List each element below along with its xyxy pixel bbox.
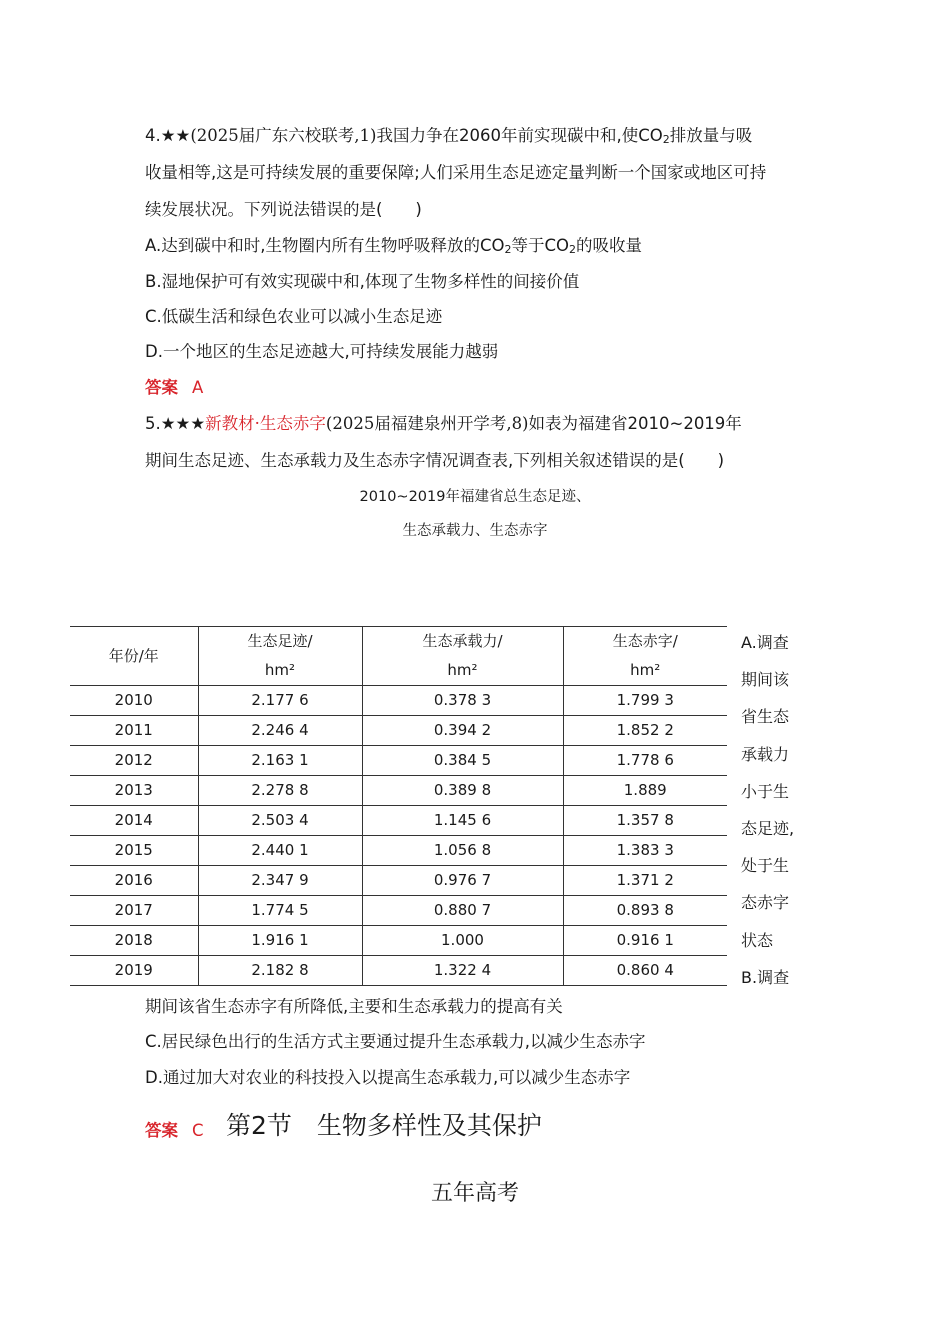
q4-option-a-text-1: A.达到碳中和时,生物圈内所有生物呼吸释放的CO [145, 236, 505, 255]
cell-deficit: 0.916 1 [563, 926, 727, 956]
cell-footprint: 2.182 8 [198, 956, 362, 986]
table-row [70, 776, 727, 806]
cell-year: 2010 [70, 686, 198, 716]
cell-footprint: 2.347 9 [198, 866, 362, 896]
table-row [70, 956, 727, 986]
q5-number: 5. [145, 414, 161, 433]
table-header-row [70, 627, 727, 686]
q4-stem-line3: 续发展状况。下列说法错误的是( ) [145, 200, 422, 219]
q5-option-a-side-text: A.调查 期间该 省生态 承载力 小于生 态足迹, 处于生 态赤字 状态 B.调查 [741, 633, 795, 987]
q4-stem-text-a: 我国力争在2060年前实现碳中和,使CO [376, 126, 663, 145]
q4-difficulty-stars: ★★ [160, 126, 191, 145]
q5-option-c: C.居民绿色出行的生活方式主要通过提升生态承载力,以减少生态赤字 [145, 1032, 646, 1051]
q4-stem-line2: 收量相等,这是可持续发展的重要保障;人们采用生态足迹定量判断一个国家或地区可持 [145, 163, 767, 182]
table-caption-line2: 生态承载力、生态赤字 [402, 523, 548, 539]
cell-year: 2012 [70, 746, 198, 776]
q4-option-a-text-3: 的吸收量 [576, 236, 643, 255]
cell-year: 2018 [70, 926, 198, 956]
cell-capacity: 1.056 8 [362, 836, 563, 866]
cell-deficit: 0.893 8 [563, 896, 727, 926]
q5-stem-line2: 期间生态足迹、生态承载力及生态赤字情况调查表,下列相关叙述错误的是( ) [145, 451, 725, 470]
table-row [70, 686, 727, 716]
cell-capacity: 0.394 2 [362, 716, 563, 746]
table-row [70, 716, 727, 746]
q4-stem-line1: 4.★★(2025届广东六校联考,1)我国力争在2060年前实现碳中和,使$CO_2$排放量与吸 [145, 126, 753, 146]
cell-year: 2014 [70, 806, 198, 836]
cell-deficit: 1.371 2 [563, 866, 727, 896]
q4-option-d: D.一个地区的生态足迹越大,可持续发展能力越弱 [145, 342, 499, 361]
cell-deficit: 1.383 3 [563, 836, 727, 866]
cell-capacity: 1.145 6 [362, 806, 563, 836]
table-row [70, 836, 727, 866]
section-subtitle: 五年高考 [430, 1181, 519, 1206]
q4-answer [145, 378, 203, 398]
q4-number: 4. [145, 126, 161, 145]
cell-footprint: 2.177 6 [198, 686, 362, 716]
table-row [70, 746, 727, 776]
q4-answer-value: A [192, 378, 204, 397]
cell-footprint: 2.246 4 [198, 716, 362, 746]
cell-year: 2017 [70, 896, 198, 926]
cell-footprint: 2.278 8 [198, 776, 362, 806]
q4-source: (2025届广东六校联考,1) [190, 126, 377, 145]
cell-footprint: 2.163 1 [198, 746, 362, 776]
cell-footprint: 1.916 1 [198, 926, 362, 956]
header-deficit: 生态赤字/ hm² [563, 627, 727, 686]
table-row [70, 866, 727, 896]
header-year: 年份/年 [70, 627, 198, 686]
cell-year: 2016 [70, 866, 198, 896]
q5-option-d: D.通过加大对农业的科技投入以提高生态承载力,可以减少生态赤字 [145, 1068, 631, 1087]
cell-capacity: 1.000 [362, 926, 563, 956]
table-caption-line1: 2010~2019年福建省总生态足迹、 [359, 489, 591, 505]
q5-answer [145, 1121, 204, 1141]
section-title: 第2节 生物多样性及其保护 [226, 1111, 542, 1140]
cell-year: 2015 [70, 836, 198, 866]
cell-footprint: 2.503 4 [198, 806, 362, 836]
cell-capacity: 0.384 5 [362, 746, 563, 776]
cell-deficit: 1.799 3 [563, 686, 727, 716]
q5-stem-text: 如表为福建省2010~2019年 [528, 414, 742, 433]
cell-deficit: 1.357 8 [563, 806, 727, 836]
cell-capacity: 1.322 4 [362, 956, 563, 986]
table-row [70, 806, 727, 836]
header-capacity: 生态承载力/ hm² [362, 627, 563, 686]
q5-source: (2025届福建泉州开学考,8) [325, 414, 529, 433]
cell-deficit: 0.860 4 [563, 956, 727, 986]
q5-answer-value: C [192, 1121, 204, 1140]
cell-capacity: 0.976 7 [362, 866, 563, 896]
cell-footprint: 2.440 1 [198, 836, 362, 866]
q4-answer-label: 答案 [145, 378, 178, 397]
q4-option-a-text-2: 等于CO [511, 236, 570, 255]
cell-deficit: 1.778 6 [563, 746, 727, 776]
cell-deficit: 1.889 [563, 776, 727, 806]
q5-answer-label: 答案 [145, 1121, 178, 1140]
q5-stem-line1 [145, 414, 742, 434]
q5-option-b-cont: 期间该省生态赤字有所降低,主要和生态承载力的提高有关 [145, 997, 563, 1016]
q4-option-a: A.达到碳中和时,生物圈内所有生物呼吸释放的$CO_2$等于$CO_2$的吸收量 [145, 236, 643, 256]
cell-deficit: 1.852 2 [563, 716, 727, 746]
q4-option-c: C.低碳生活和绿色农业可以减小生态足迹 [145, 307, 443, 326]
cell-capacity: 0.378 3 [362, 686, 563, 716]
q5-difficulty-stars: ★★★ [160, 414, 206, 433]
cell-capacity: 0.389 8 [362, 776, 563, 806]
cell-year: 2011 [70, 716, 198, 746]
q5-tag: 新教材·生态赤字 [205, 414, 326, 433]
cell-year: 2019 [114, 961, 153, 979]
eco-footprint-table [70, 626, 727, 986]
cell-year: 2013 [70, 776, 198, 806]
cell-footprint: 1.774 5 [198, 896, 362, 926]
table-row [70, 896, 727, 926]
q4-stem-text-b: 排放量与吸 [669, 126, 753, 145]
table-row [70, 926, 727, 956]
cell-capacity: 0.880 7 [362, 896, 563, 926]
q4-option-b: B.湿地保护可有效实现碳中和,体现了生物多样性的间接价值 [145, 272, 580, 291]
header-footprint: 生态足迹/ hm² [198, 627, 362, 686]
